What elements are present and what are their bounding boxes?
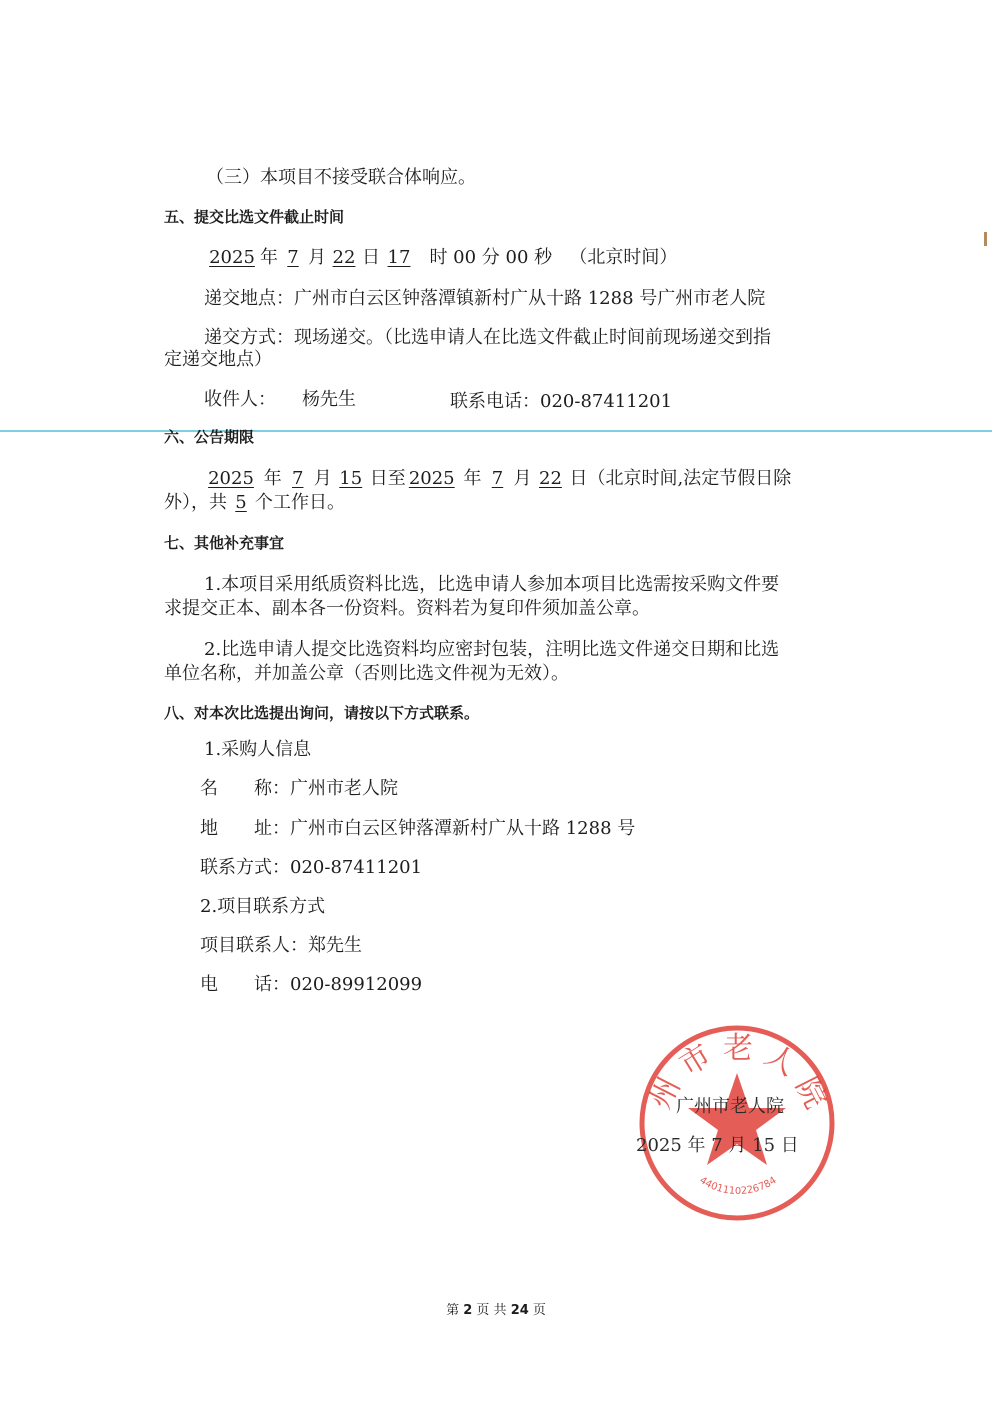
deadline-month: 7 [287,247,299,268]
notice-period-line-2: 外），共 5 个工作日。 [164,492,345,513]
working-days: 5 [235,492,247,513]
recipient-label: 收件人： [204,389,276,410]
purchaser-heading: 1.采购人信息 [204,739,312,760]
supplement-1-line-2: 求提交正本、副本各一份资料。资料若为复印件须加盖公章。 [164,598,650,619]
deadline-day: 22 [332,247,356,268]
section-7-title: 七、其他补充事宜 [164,534,285,552]
scan-artifact-line [0,430,992,432]
item-3: （三）本项目不接受联合体响应。 [206,167,476,188]
seal-code: 4401110226784 [697,1175,779,1197]
page-total: 24 [510,1303,529,1318]
signoff-date: 2025 年 7 月 15 日 [636,1135,799,1156]
signoff-organization: 广州市老人院 [676,1096,784,1117]
seal-text: 州 市 老 人 院 [642,1031,834,1115]
supplement-1-line-1: 1.本项目采用纸质资料比选，比选申请人参加本项目比选需按采购文件要 [204,574,780,595]
submission-method-1: 递交方式：现场递交。（比选申请人在比选文件截止时间前现场递交到指 [204,327,771,348]
purchaser-address: 地 址：广州市白云区钟落潭新村广从十路 1288 号 [200,818,636,839]
submission-location: 递交地点：广州市白云区钟落潭镇新村广从十路 1288 号广州市老人院 [204,288,766,309]
section-5-title: 五、提交比选文件截止时间 [164,208,345,226]
purchaser-contact: 联系方式：020-87411201 [200,857,423,878]
recipient-name: 杨先生 [302,389,356,410]
section-6-title: 六、公告期限 [164,428,255,446]
page-footer: 第 2 页 共 24 页 [446,1303,546,1318]
submission-method-2: 定递交地点） [164,349,272,370]
page-number: 2 [463,1303,473,1318]
deadline-timezone: （北京时间） [569,247,678,268]
official-seal [632,1018,842,1228]
project-contact-heading: 2.项目联系方式 [200,896,326,917]
section-8-title: 八、对本次比选提出询问，请按以下方式联系。 [164,704,480,722]
deadline-year: 2025 [209,247,255,268]
scan-edge-mark [984,232,987,246]
purchaser-name: 名 称：广州市老人院 [200,778,398,799]
deadline-hour: 17 [387,247,411,268]
project-contact-person: 项目联系人：郑先生 [200,935,362,956]
notice-period-line-1: 2025 年 7 月 15 日至 2025 年 7 月 22 日（北京时间,法定节假日除 [208,468,792,489]
recipient-phone: 联系电话：020-87411201 [450,391,673,412]
deadline-line: 2025 年 7 月 22 日 17 时 00 分 00 秒 （北京时间） [204,246,677,270]
supplement-2-line-2: 单位名称，并加盖公章（否则比选文件视为无效）。 [164,663,569,684]
supplement-2-line-1: 2.比选申请人提交比选资料均应密封包装，注明比选文件递交日期和比选 [204,639,780,660]
project-contact-phone: 电 话：020-89912099 [200,974,423,995]
